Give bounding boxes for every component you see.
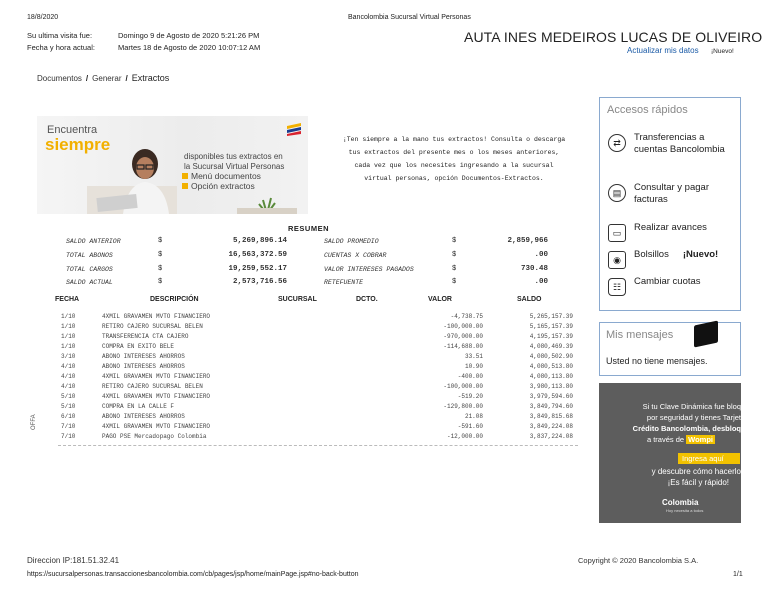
summary-label: TOTAL CARGOS [66,266,113,273]
page-url: https://sucursalpersonas.transaccionesbancolombia.com/cb/pages/jsp/home/mainPage.jsp#no-back-button [27,571,359,578]
column-header-description: DESCRIPCIÓN [150,296,199,303]
quick-item-pockets[interactable] [608,249,738,269]
summary-value: 2,573,716.56 [232,278,287,286]
table-row: 1/10 COMPRA EN EXITO BELE -114,688.00 4,080,469.39 [61,343,573,350]
quick-item-invoices[interactable] [608,182,733,206]
summary-label: SALDO ANTERIOR [66,238,121,245]
summary-currency: $ [452,265,457,273]
quick-item-transfers[interactable] [608,132,733,156]
copyright: Copyright © 2020 Bancolombia S.A. [578,556,699,565]
update-data-link[interactable]: Actualizar mis datos [627,46,699,55]
column-header-date: FECHA [55,296,80,303]
summary-value: 19,259,552.17 [228,265,287,273]
summary-label: RETEFUENTE [324,279,364,286]
quick-access-title: Accesos rápidos [607,104,688,116]
print-date: 18/8/2020 [27,14,59,21]
extract-note: ¡Ten siempre a la mano tus extractos! Consulta o descarga tus extractos del presente mes o los meses anteriores, cada vez que los necesites ingresando a la sucursal virtual personas, opción Documentos-Extractos. [342,136,566,182]
current-date-value: Martes 18 de Agosto de 2020 10:07:12 AM [118,43,261,52]
table-row: 5/10 COMPRA EN LA CALLE F -129,800.00 3,849,794.60 [61,403,573,410]
extracts-banner [37,116,308,214]
summary-currency: $ [158,251,163,259]
summary-currency: $ [452,278,457,286]
breadcrumb-generar[interactable]: Generar [92,74,122,83]
summary-label: TOTAL ABONOS [66,252,113,259]
summary-value: .00 [534,278,548,286]
banner-list [182,172,261,191]
summary-value: 16,563,372.59 [228,251,287,259]
page-number: 1/1 [733,571,743,578]
summary-currency: $ [452,251,457,259]
invoice-icon: ▤ [608,184,626,202]
bancolombia-logo-icon [285,122,303,136]
summary-currency: $ [158,265,163,273]
side-tag: OFFA [31,414,37,430]
pocket-icon: ◉ [608,251,626,269]
last-visit-label: Su ultima visita fue: [27,31,93,40]
table-row: 1/10 TRANSFERENCIA CTA CAJERO -970,000.00 4,195,157.39 [61,333,573,340]
quick-item-label: Bolsillos [634,249,669,260]
promo-enter-button[interactable]: Ingresa aquí [678,453,740,464]
transfer-icon: ⇄ [608,134,626,152]
summary-label: SALDO PROMEDIO [324,238,379,245]
column-header-balance: SALDO [517,296,542,303]
installments-icon: ☷ [608,278,626,296]
print-title: Bancolombia Sucursal Virtual Personas [348,14,471,21]
new-badge: ¡Nuevo! [711,48,734,55]
banner-line2: la Sucursal Virtual Personas [184,162,285,171]
quick-item-label: Transferencias a cuentas Bancolombia [634,132,725,155]
plant-decoration-icon [237,194,297,214]
summary-label: VALOR INTERESES PAGADOS [324,266,414,273]
ip-address: Direccion IP:181.51.32.41 [27,556,120,565]
messages-text: Usted no tiene mensajes. [606,356,708,366]
colombia-logo-subtitle: Hoy necesita a todos [666,508,704,513]
summary-value: 5,269,896.14 [232,237,287,245]
table-row-cutoff [58,444,578,448]
table-row: 7/10 PAGO PSE Mercadopago Colombia -12,000.00 3,837,224.08 [61,433,573,440]
quick-item-label: Consultar y pagar facturas [634,182,709,205]
banner-item: Menú documentos [182,172,261,182]
colombia-logo: Colombia [662,498,699,507]
column-header-value: VALOR [428,296,452,303]
banner-text [184,152,308,172]
promo-text-bottom: y descubre cómo hacerlo ¡Es fácil y rápido! [651,467,741,487]
summary-currency: $ [158,237,163,245]
current-date-label: Fecha y hora actual: [27,43,95,52]
table-row: 3/10 ABONO INTERESES AHORROS 33.51 4,080,502.90 [61,353,573,360]
banner-highlight: siempre [45,135,111,154]
banner-line1: disponibles tus extractos en [184,152,283,161]
summary-value: .00 [534,251,548,259]
card-icon: ▭ [608,224,626,242]
summary-title: RESUMEN [288,224,330,233]
breadcrumb-separator: / [85,74,89,83]
banner-title: Encuentra [47,124,98,136]
table-row: 6/10 ABONO INTERESES AHORROS 21.08 3,849,815.68 [61,413,573,420]
table-row: 7/10 4XMIL GRAVAMEN MVTO FINANCIERO -591.60 3,849,224.08 [61,423,573,430]
table-row: 1/10 RETIRO CAJERO SUCURSAL BELEN -100,000.00 5,165,157.39 [61,323,573,330]
table-row: 4/10 ABONO INTERESES AHORROS 10.90 4,080,513.80 [61,363,573,370]
breadcrumb [37,73,169,83]
column-header-branch: SUCURSAL [278,296,317,303]
promo-text: Si tu Clave Dinámica fue bloq por seguridad y tienes Tarjet Crédito Bancolombia, desbloq a través de Wompi [632,402,741,444]
breadcrumb-documentos[interactable]: Documentos [37,74,82,83]
table-row: 4/10 RETIRO CAJERO SUCURSAL BELEN -100,000.00 3,980,113.80 [61,383,573,390]
messages-title: Mis mensajes [606,329,674,341]
breadcrumb-separator: / [125,74,128,83]
quick-item-label: Cambiar cuotas [634,276,701,287]
quick-item-advances[interactable] [608,222,733,242]
new-badge: ¡Nuevo! [682,249,719,260]
last-visit-value: Domingo 9 de Agosto de 2020 5:21:26 PM [118,31,260,40]
summary-label: SALDO ACTUAL [66,279,113,286]
column-header-document: DCTO. [356,296,378,303]
table-row: 1/10 4XMIL GRAVAMEN MVTO FINANCIERO -4,738.75 5,265,157.39 [61,313,573,320]
person-illustration [87,146,177,214]
user-name: AUTA INES MEDEIROS LUCAS DE OLIVEIRO [464,29,763,45]
breadcrumb-current: Extractos [131,73,170,83]
table-row: 5/10 4XMIL GRAVAMEN MVTO FINANCIERO -519.20 3,979,594.60 [61,393,573,400]
summary-currency: $ [452,237,457,245]
banner-item: Opción extractos [182,182,261,192]
summary-value: 2,859,966 [507,237,548,245]
quick-item-installments[interactable] [608,276,733,296]
summary-value: 730.48 [520,265,548,273]
quick-item-label: Realizar avances [634,222,707,233]
summary-label: CUENTAS X COBRAR [324,252,387,259]
summary-currency: $ [158,278,163,286]
table-row: 4/10 4XMIL GRAVAMEN MVTO FINANCIERO -400.00 4,080,113.80 [61,373,573,380]
